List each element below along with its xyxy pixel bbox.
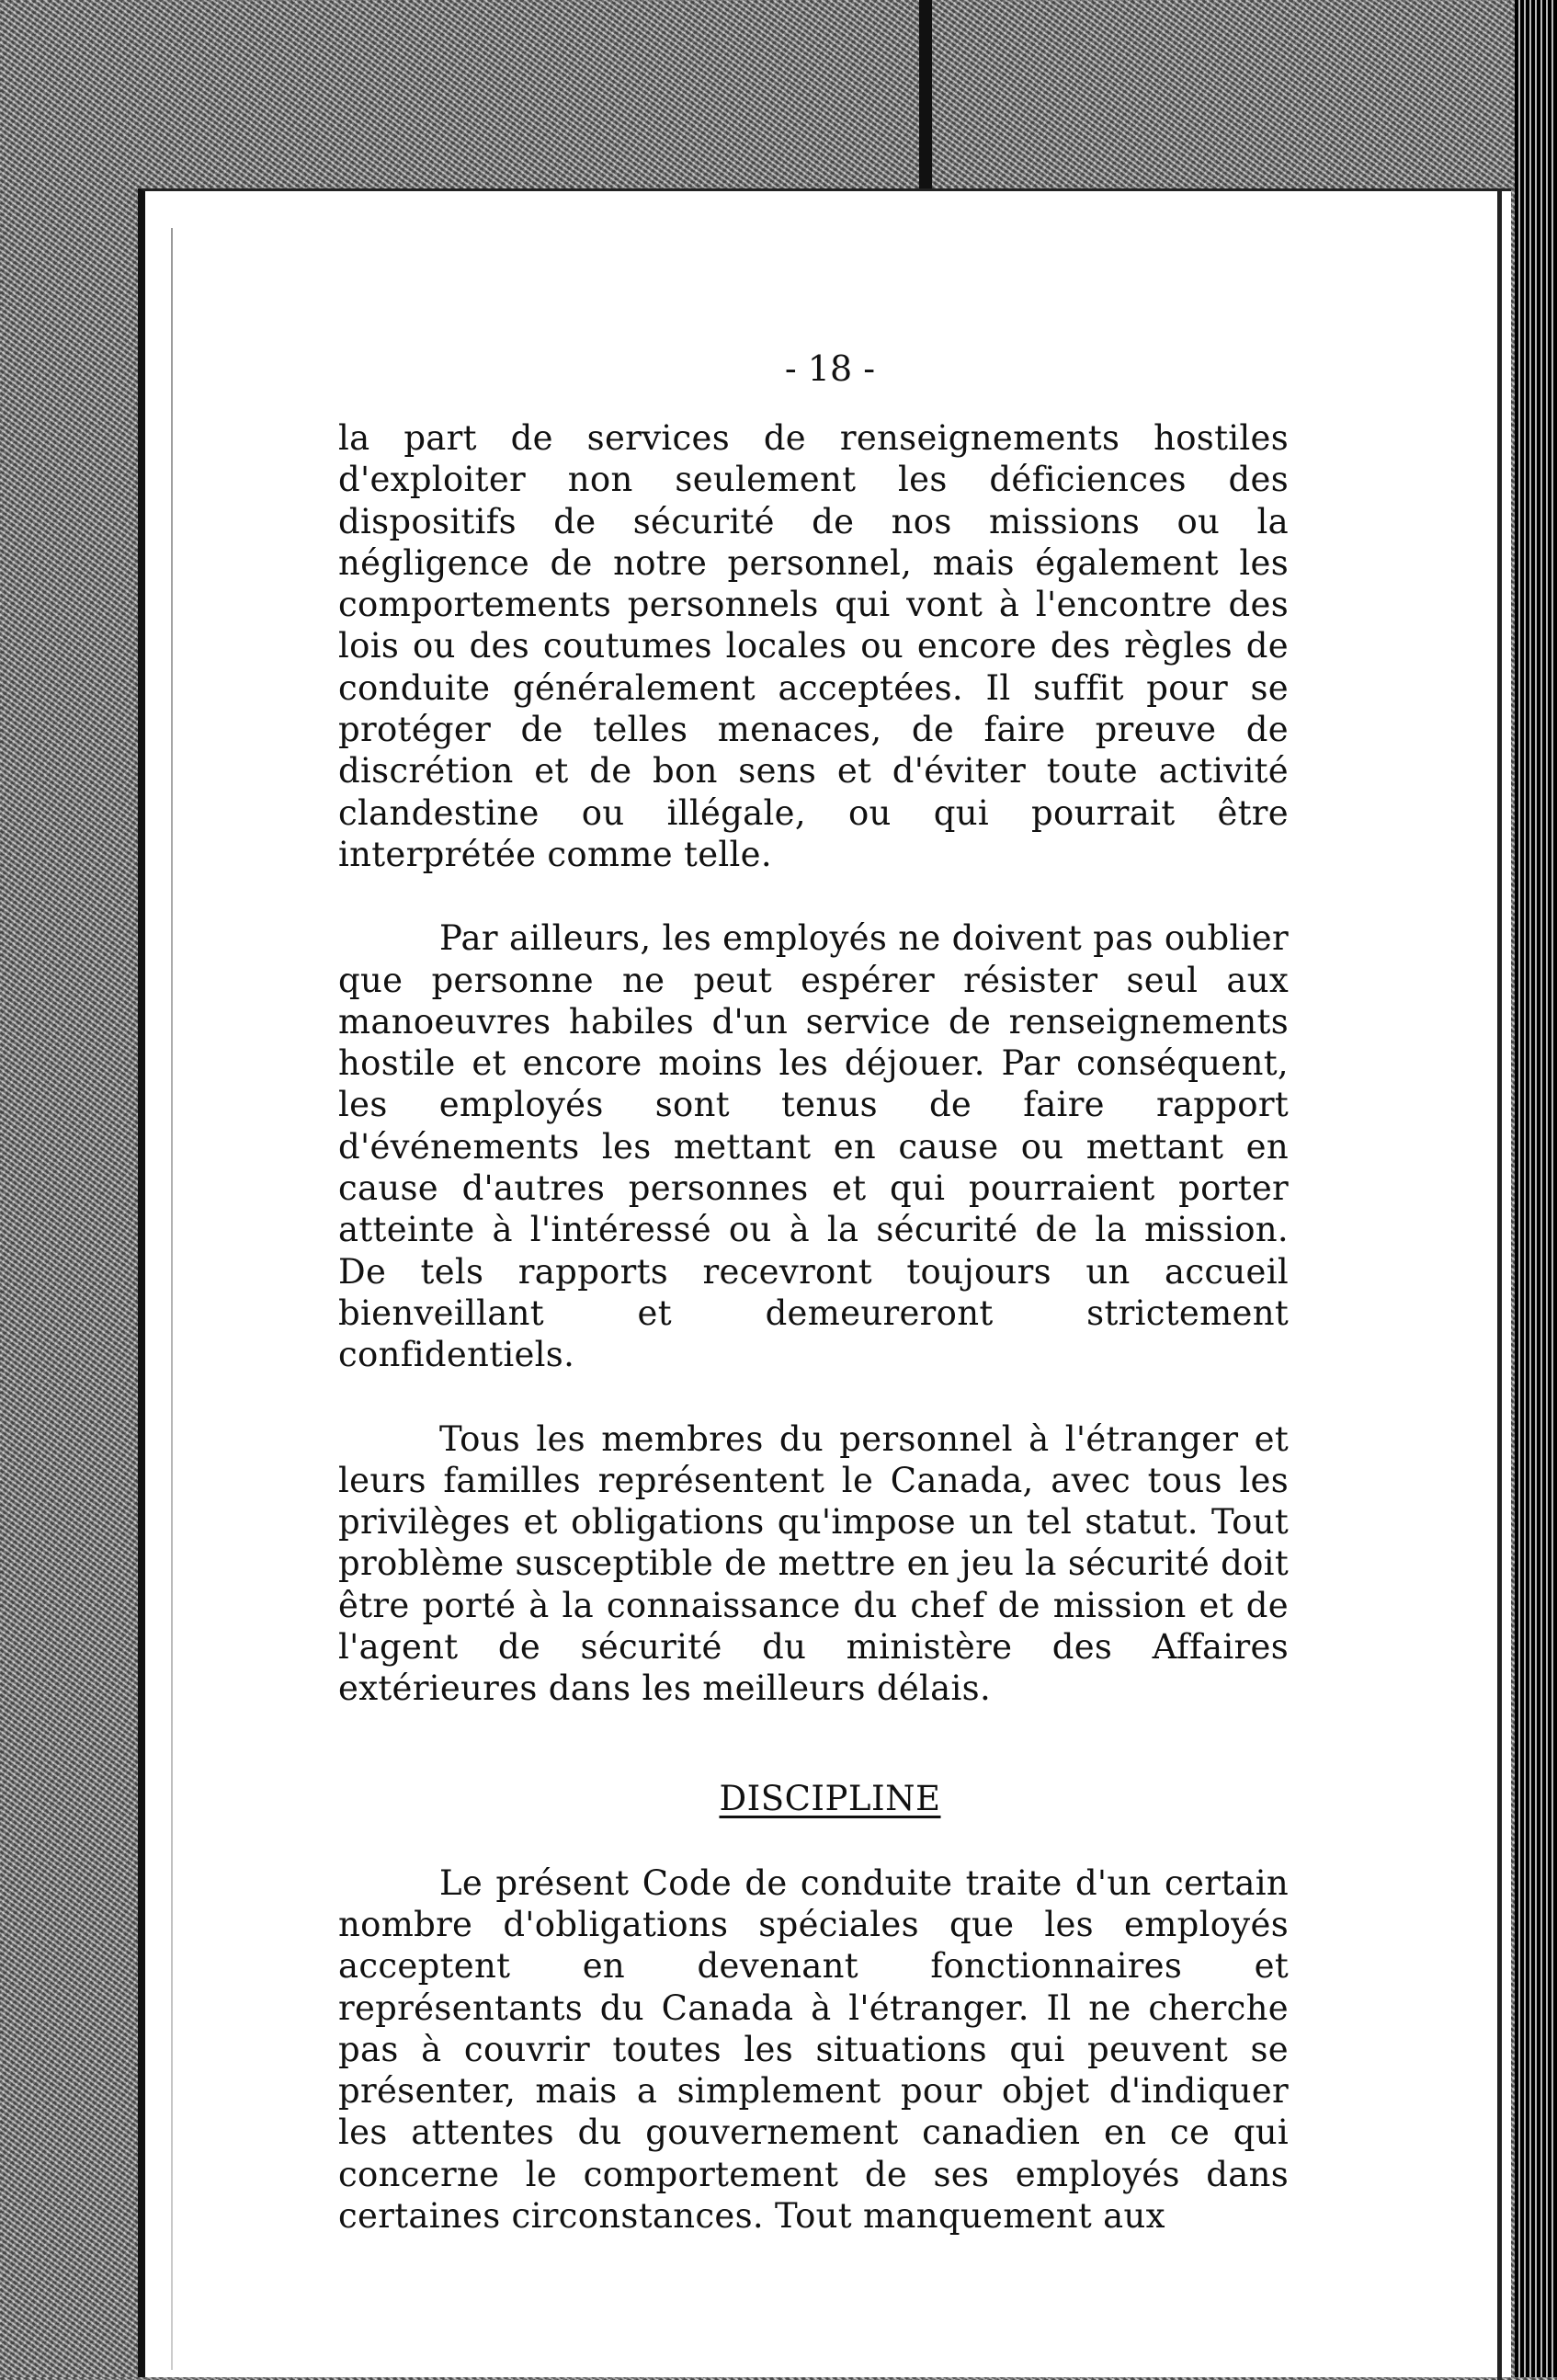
section-heading-discipline: DISCIPLINE xyxy=(719,1778,941,1818)
page-binding-line xyxy=(171,228,173,2370)
page-right-edge xyxy=(1497,191,1502,2380)
paragraph-1: la part de services de renseignements hostiles d'exploiter non seulement les déficiences des dispositifs de sécurité de nos missions ou la négligence de notre personnel, mais également les comportements personnels qui vont à l'encontre des lois ou des coutumes locales ou encore des règles de conduite généralement acceptées. Il suffit pour se protéger de telles menaces, de faire preuve de discrétion et de bon sens et d'éviter toute activité clandestine ou illégale, ou qui pourrait être interprétée comme telle. xyxy=(338,418,1289,874)
paragraph-3: Tous les membres du personnel à l'étranger et leurs familles représentent le Canada, avec tous les privilèges et obligations qu'impose un tel statut. Tout problème susceptible de mettre en jeu la sécurité doit être porté à la connaissance du chef de mission et de l'agent de sécurité du ministère des Affaires extérieures dans les meilleurs délais. xyxy=(338,1418,1289,1709)
document-page xyxy=(138,188,1511,2377)
paragraph-2: Par ailleurs, les employés ne doivent pas oublier que personne ne peut espérer résister seul aux manoeuvres habiles d'un service de renseignements hostile et encore moins les déjouer. Par conséquent, les employés sont tenus de faire rapport d'événements les mettant en cause ou mettant en cause d'autres personnes et qui pourraient porter atteinte à l'intéressé ou à la sécurité de la mission. De tels rapports recevront toujours un accueil bienveillant et demeureront strictement confidentiels. xyxy=(338,918,1289,1375)
page-number: - 18 - xyxy=(784,348,876,389)
scan-background-edge xyxy=(1515,0,1557,2377)
paragraph-4: Le présent Code de conduite traite d'un certain nombre d'obligations spéciales que les employés acceptent en devenant fonctionnaires et représentants du Canada à l'étranger. Il ne cherche pas à couvrir toutes les situations qui peuvent se présenter, mais a simplement pour objet d'indiquer les attentes du gouvernement canadien en ce qui concerne le comportement de ses employés dans certaines circonstances. Tout manquement aux xyxy=(338,1862,1289,2236)
scan-background-divider xyxy=(919,0,932,188)
page-text-block xyxy=(338,347,1289,2279)
